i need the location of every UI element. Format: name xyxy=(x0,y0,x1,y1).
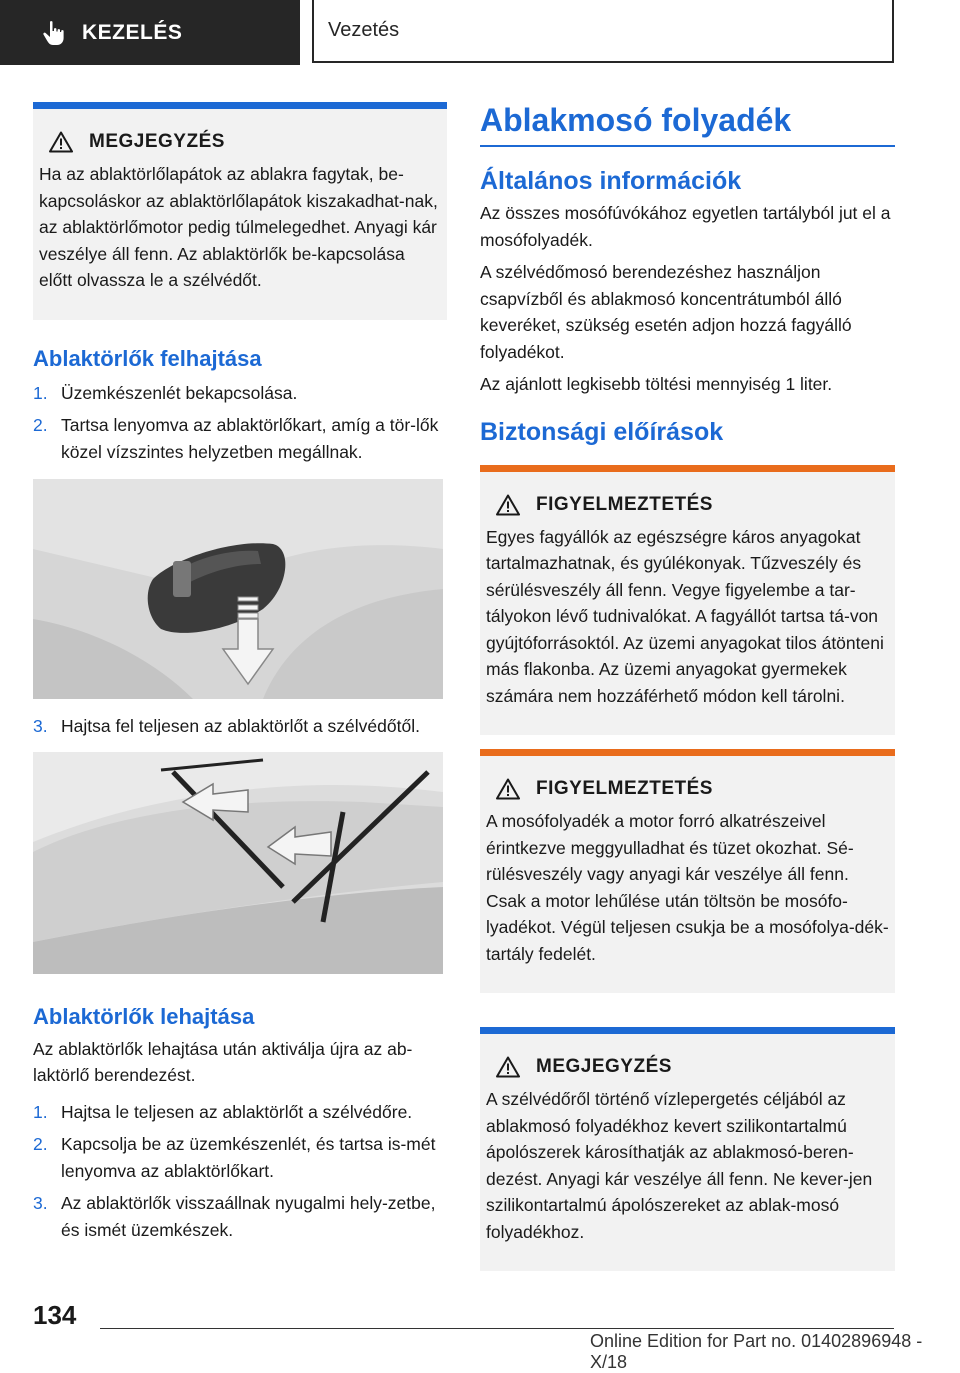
step-number: 3. xyxy=(33,1193,48,1213)
general-paragraph-2: A szélvédőmosó berendezéshez használjon csapvízből és ablakmosó koncentrátumból álló keveréket, szükség esetén adjon hozzá fagyálló folyadékot. xyxy=(480,262,852,362)
page-title: Ablakmosó folyadék xyxy=(480,102,895,147)
warning-title: FIGYELMEZTETÉS xyxy=(536,493,713,515)
right-column xyxy=(480,102,895,1271)
fold-up-step-3 xyxy=(33,713,447,740)
warning-header xyxy=(486,778,889,800)
warning-header xyxy=(486,494,889,516)
safety-heading: Biztonsági előírások xyxy=(480,417,724,446)
general-paragraph-1: Az összes mosófúvókához egyetlen tartályból jut el a mosófolyadék. xyxy=(480,203,891,250)
hand-pointer-icon xyxy=(42,20,66,46)
warning-box-engine xyxy=(480,749,895,993)
warning-title: FIGYELMEZTETÉS xyxy=(536,778,713,799)
step-text: Üzemkészenlét bekapcsolása. xyxy=(61,382,298,403)
step-text: Kapcsolja be az üzemkészenlét, és tartsa is-mét lenyomva az ablaktörlőkart. xyxy=(61,1134,436,1181)
note-box-frozen-wipers xyxy=(33,102,447,320)
note-text: A szélvédőről történő vízlepergetés céljából az ablakmosó folyadékhoz kevert szilikontartalmú ápolószerek károsíthatják az ablakmosó-beren-dezést. Anyagi kár veszélye áll fenn. Ne kever-jen szilikontartalmú ápolószereket az ablak-mosó folyadékhoz. xyxy=(486,1089,873,1242)
fold-down-heading: Ablaktörlők lehajtása xyxy=(33,1003,255,1029)
warning-text: A mosófolyadék a motor forró alkatrészeivel érintkezve meggyulladhat és tüzet okozhat. Sé-rülésveszély vagy anyagi kár veszélye áll fenn. Csak a motor lehűlése után töltsön be mosófo-lyadékot. Végül teljesen csukja be a mosófolya-dék-tartály fedelét. xyxy=(486,811,889,964)
general-heading: Általános információk xyxy=(480,167,742,195)
step-number: 2. xyxy=(33,415,48,435)
warning-triangle-icon xyxy=(496,1056,520,1078)
note-text: Ha az ablaktörlőlapátok az ablakra fagytak, be-kapcsoláskor az ablaktörlőlapátok kiszakadhat-nak, az ablaktörlőmotor pedig túlmelegedhet. Anyagi kár veszélye áll fenn. Az ablaktörlők be-kapcsolása előtt olvassza le a szélvédőt. xyxy=(39,164,438,290)
footer-divider xyxy=(100,1328,894,1329)
chapter-tab-label: Vezetés xyxy=(328,19,400,41)
general-paragraph-3: Az ajánlott legkisebb töltési mennyiség 1 liter. xyxy=(480,374,833,394)
warning-triangle-icon xyxy=(49,131,73,153)
note-title: MEGJEGYZÉS xyxy=(536,1056,672,1077)
list-item xyxy=(33,713,447,740)
chapter-tab[interactable] xyxy=(312,0,894,63)
list-item xyxy=(33,380,447,407)
wiper-lever-illustration xyxy=(33,479,443,699)
edition-text: Online Edition for Part no. 01402896948 - X/18 xyxy=(590,1331,923,1372)
list-item xyxy=(33,1099,447,1126)
list-item xyxy=(33,1131,447,1184)
list-item xyxy=(33,1190,447,1243)
note-header xyxy=(39,131,441,153)
fold-down-steps xyxy=(33,1099,447,1244)
step-number: 1. xyxy=(33,382,48,403)
step-text: Hajtsa le teljesen az ablaktörlőt a szélvédőre. xyxy=(61,1101,413,1122)
section-tab[interactable] xyxy=(0,0,300,65)
step-number: 2. xyxy=(33,1134,48,1154)
step-text: Az ablaktörlők visszaállnak nyugalmi hely-zetbe, és ismét üzemkészek. xyxy=(61,1193,436,1240)
fold-up-steps xyxy=(33,380,447,466)
warning-triangle-icon xyxy=(496,494,520,516)
warning-box-antifreeze xyxy=(480,465,895,736)
list-item xyxy=(33,412,447,465)
note-title: MEGJEGYZÉS xyxy=(89,131,225,152)
warning-triangle-icon xyxy=(496,778,520,800)
fold-up-heading: Ablaktörlők felhajtása xyxy=(33,345,262,371)
step-number: 1. xyxy=(33,1101,48,1122)
section-tab-label: KEZELÉS xyxy=(82,20,183,44)
step-text: Tartsa lenyomva az ablaktörlőkart, amíg a tör-lők közel vízszintes helyzetben megállnak. xyxy=(61,415,439,462)
note-header xyxy=(486,1056,889,1078)
left-column xyxy=(33,102,447,1249)
note-box-silicone xyxy=(480,1027,895,1271)
page-number: 134 xyxy=(33,1300,77,1330)
warning-text: Egyes fagyállók az egészségre káros anyagokat tartalmazhatnak, és gyúlékonyak. Tűzveszély és sérülésveszély áll fenn. Vegye figyelembe a tar-tályokon lévő tudnivalókat. A fagyállót tartsa tá-von gyújtóforrásoktól. Az üzemi anyagokat tilos átönteni más flakonba. Az üzemi anyagokat gyermekek számára nem hozzáférhető módon kell tárolni. xyxy=(486,526,884,706)
wipers-raised-illustration xyxy=(33,752,443,974)
fold-down-intro: Az ablaktörlők lehajtása után aktiválja újra az ab-laktörlő berendezést. xyxy=(33,1038,413,1085)
step-text: Hajtsa fel teljesen az ablaktörlőt a szélvédőtől. xyxy=(61,716,420,736)
step-number: 3. xyxy=(33,716,48,736)
